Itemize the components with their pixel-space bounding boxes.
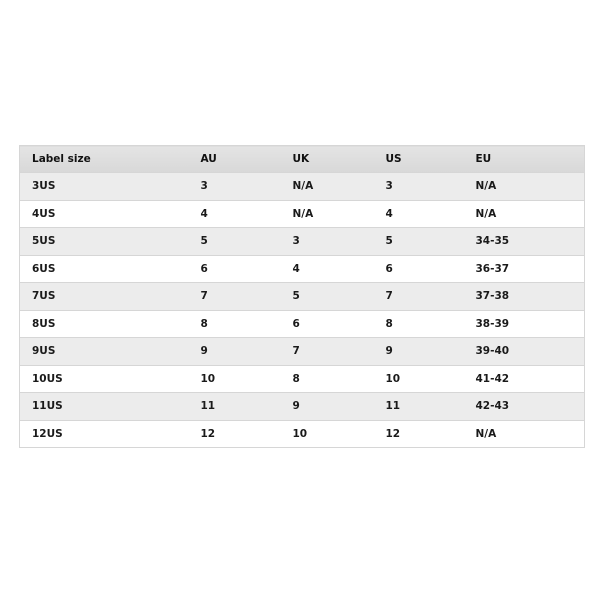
cell-au: 11 [189,393,281,421]
table-row [20,255,585,283]
cell-us: 4 [374,200,464,228]
cell-uk: 9 [281,393,374,421]
table-row [20,283,585,311]
cell-us: 7 [374,283,464,311]
header-label-size: Label size [20,146,189,173]
cell-us: 12 [374,420,464,448]
cell-eu: N/A [464,420,585,448]
cell-au: 12 [189,420,281,448]
cell-uk: N/A [281,173,374,201]
table-row [20,173,585,201]
cell-au: 5 [189,228,281,256]
cell-us: 8 [374,310,464,338]
cell-label-size: 7US [20,283,189,311]
cell-label-size: 8US [20,310,189,338]
size-chart-table [19,145,585,448]
cell-label-size: 10US [20,365,189,393]
cell-au: 7 [189,283,281,311]
table-row [20,420,585,448]
cell-us: 3 [374,173,464,201]
cell-uk: 6 [281,310,374,338]
table-row [20,338,585,366]
cell-eu: 39-40 [464,338,585,366]
cell-label-size: 11US [20,393,189,421]
table-row [20,310,585,338]
header-eu: EU [464,146,585,173]
cell-au: 6 [189,255,281,283]
cell-eu: 36-37 [464,255,585,283]
cell-eu: N/A [464,200,585,228]
cell-uk: 8 [281,365,374,393]
cell-us: 10 [374,365,464,393]
cell-us: 6 [374,255,464,283]
cell-uk: 4 [281,255,374,283]
cell-au: 3 [189,173,281,201]
table-row [20,393,585,421]
cell-uk: 5 [281,283,374,311]
cell-label-size: 5US [20,228,189,256]
cell-us: 11 [374,393,464,421]
cell-eu: N/A [464,173,585,201]
cell-au: 9 [189,338,281,366]
cell-label-size: 6US [20,255,189,283]
cell-au: 10 [189,365,281,393]
cell-eu: 37-38 [464,283,585,311]
table-header [20,146,585,173]
cell-label-size: 12US [20,420,189,448]
cell-uk: N/A [281,200,374,228]
cell-au: 4 [189,200,281,228]
header-au: AU [189,146,281,173]
cell-label-size: 3US [20,173,189,201]
cell-label-size: 4US [20,200,189,228]
header-row [20,146,585,173]
cell-au: 8 [189,310,281,338]
cell-eu: 34-35 [464,228,585,256]
cell-label-size: 9US [20,338,189,366]
cell-us: 9 [374,338,464,366]
cell-us: 5 [374,228,464,256]
header-us: US [374,146,464,173]
cell-uk: 10 [281,420,374,448]
header-uk: UK [281,146,374,173]
cell-eu: 38-39 [464,310,585,338]
table-row [20,365,585,393]
cell-eu: 42-43 [464,393,585,421]
table-row [20,200,585,228]
table-row [20,228,585,256]
cell-uk: 7 [281,338,374,366]
table-body [20,173,585,448]
cell-uk: 3 [281,228,374,256]
cell-eu: 41-42 [464,365,585,393]
